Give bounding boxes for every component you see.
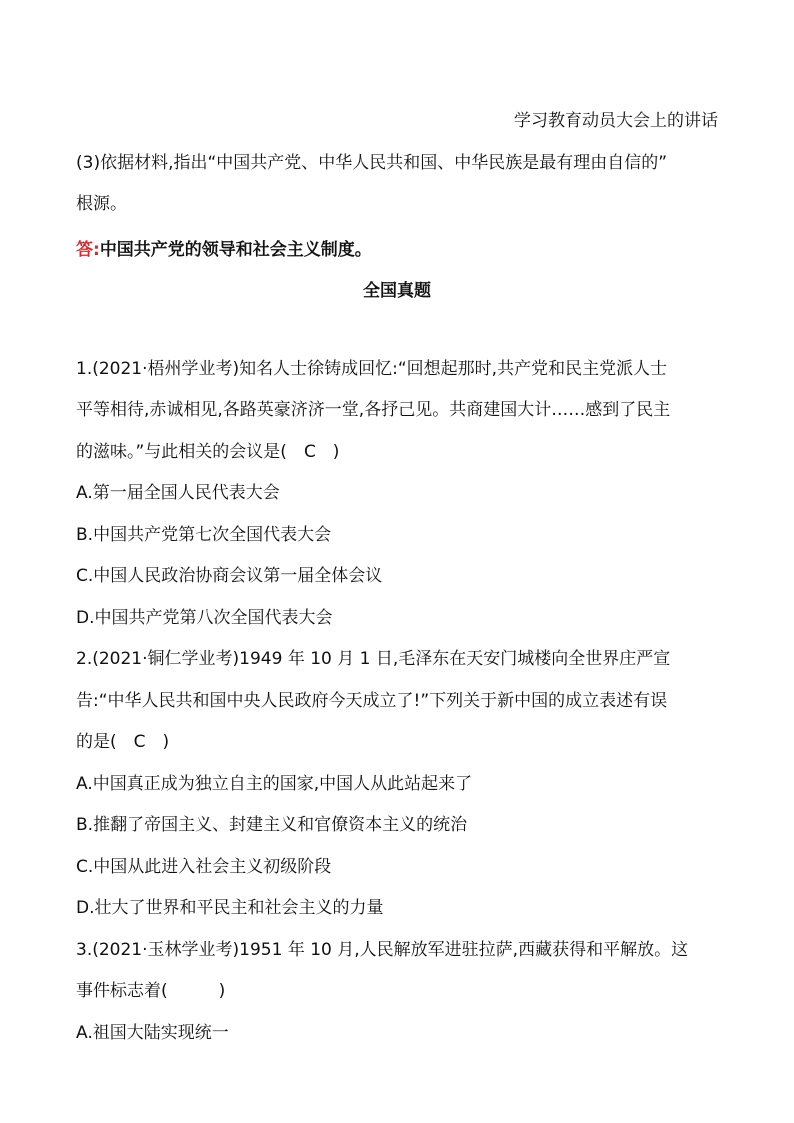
question-1-option-c: C.中国人民政治协商会议第一届全体会议	[76, 566, 383, 586]
question-3-stem-line-1: 3.(2021·玉林学业考)1951 年 10 月,人民解放军进驻拉萨,西藏获得和平解放。这	[76, 939, 689, 960]
question-3-line-2: 根源。	[76, 194, 127, 214]
question-1	[76, 349, 718, 640]
question-2-line-2: 告:“中华人民共和国中央人民政府今天成立了!”下列关于新中国的成立表述有误	[76, 690, 668, 711]
question-1-line-3: 的滋味。”与此相关的会议是( C )	[76, 441, 340, 462]
question-1-option-b: B.中国共产党第七次全国代表大会	[76, 524, 332, 545]
question-2-line-1: 2.(2021·铜仁学业考)1949 年 10 月 1 日,毛泽东在天安门城楼向全世界庄严宣	[76, 649, 671, 669]
answer-line	[76, 230, 718, 272]
question-3-stem-line-2: 事件标志着( )	[76, 981, 226, 1001]
question-3-option-a: A.祖国大陆实现统一	[76, 1022, 229, 1043]
question-1-line-2: 平等相待,赤诚相见,各路英豪济济一堂,各抒己见。共商建国大计……感到了民主	[76, 400, 671, 420]
question-1-option-d: D.中国共产党第八次全国代表大会	[76, 607, 333, 628]
question-2-line-3: 的是( C )	[76, 732, 170, 752]
question-3	[76, 930, 718, 1055]
question-2-option-a: A.中国真正成为独立自主的国家,中国人从此站起来了	[76, 773, 473, 794]
answer-text: 中国共产党的领导和社会主义制度。	[99, 239, 372, 260]
question-1-line-1: 1.(2021·梧州学业考)知名人士徐铸成回忆:“回想起那时,共产党和民主党派人士	[76, 358, 668, 379]
question-1-option-a: A.第一届全国人民代表大会	[76, 483, 280, 503]
question-2	[76, 639, 718, 930]
source-line: 学习教育动员大会上的讲话	[514, 111, 718, 131]
answer-label: 答:	[76, 239, 100, 260]
question-2-option-b: B.推翻了帝国主义、封建主义和官僚资本主义的统治	[76, 815, 468, 835]
question-2-option-c: C.中国从此进入社会主义初级阶段	[76, 856, 332, 877]
question-2-option-d: D.壮大了世界和平民主和社会主义的力量	[76, 898, 384, 918]
question-3-line-1: (3)依据材料,指出“中国共产党、中华人民共和国、中华民族是最有理由自信的”	[76, 152, 668, 173]
section-title: 全国真题	[363, 281, 431, 301]
